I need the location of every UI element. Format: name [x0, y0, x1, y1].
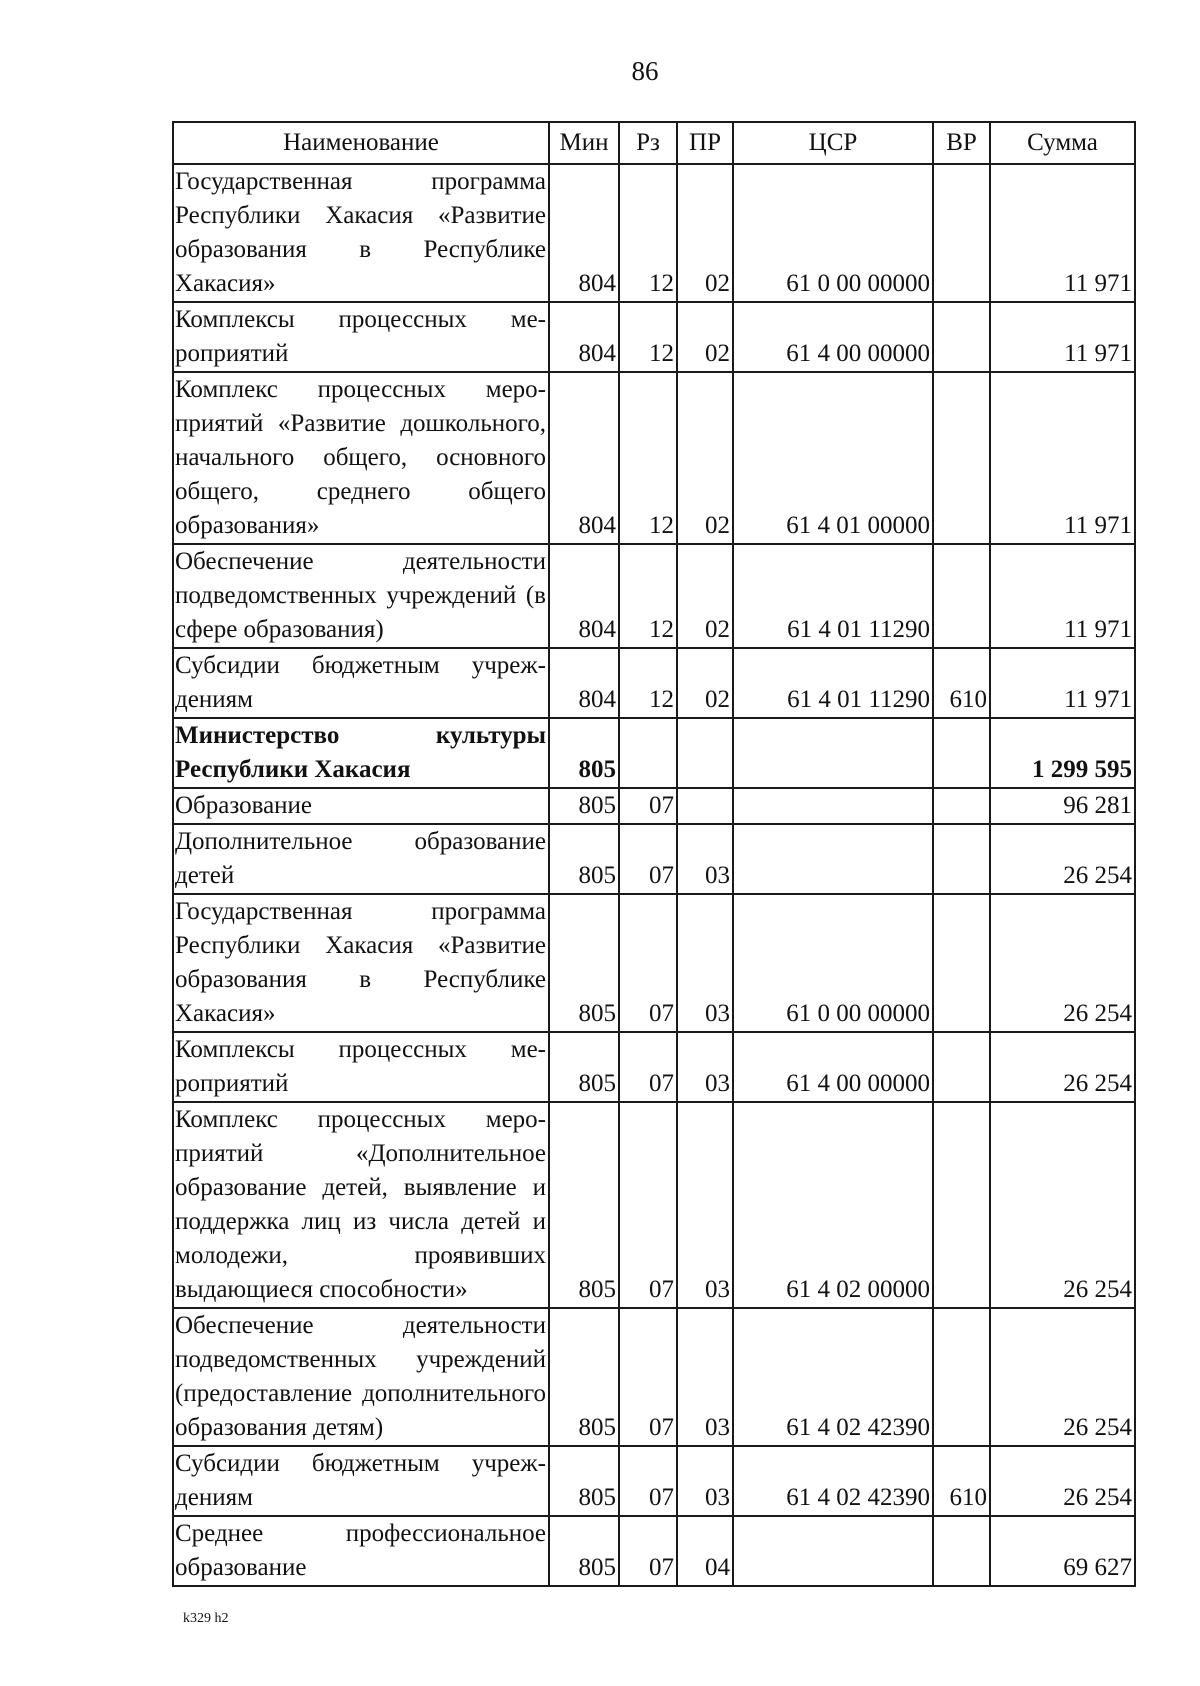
cell-rz: 07: [619, 1032, 677, 1102]
table-row: [173, 824, 1135, 894]
cell-csr: 61 0 00 00000: [733, 164, 933, 302]
cell-name: Комплекс процессных мероприятий «Развитие дошкольного, начального общего, основного общего, среднего общего образования»: [173, 372, 549, 544]
cell-vr: [933, 1102, 990, 1308]
cell-min: 805: [549, 1516, 619, 1586]
cell-name: Комплекс процессных мероприятий «Дополнительное образование детей, выявление и поддержка лиц из числа детей и молодежи, проявивших выдающиеся способности»: [173, 1102, 549, 1308]
cell-vr: 610: [933, 648, 990, 718]
cell-sum: 26 254: [990, 894, 1135, 1032]
cell-sum: 11 971: [990, 648, 1135, 718]
table-row: [173, 544, 1135, 648]
cell-rz: 07: [619, 1446, 677, 1516]
cell-pr: 03: [677, 894, 733, 1032]
cell-pr: [677, 788, 733, 824]
cell-min: 804: [549, 372, 619, 544]
cell-min: 805: [549, 718, 619, 788]
cell-csr: [733, 1516, 933, 1586]
cell-vr: [933, 1308, 990, 1446]
cell-min: 805: [549, 824, 619, 894]
cell-csr: 61 4 01 11290: [733, 544, 933, 648]
header-rz: Рз: [619, 122, 677, 164]
cell-vr: 610: [933, 1446, 990, 1516]
table-row: [173, 718, 1135, 788]
cell-csr: [733, 788, 933, 824]
cell-min: 804: [549, 164, 619, 302]
table-row: [173, 372, 1135, 544]
cell-sum: 26 254: [990, 1102, 1135, 1308]
cell-pr: 02: [677, 372, 733, 544]
cell-rz: 12: [619, 544, 677, 648]
cell-name: Субсидии бюджетным учреждениям: [173, 1446, 549, 1516]
cell-csr: 61 4 01 11290: [733, 648, 933, 718]
cell-rz: 07: [619, 1308, 677, 1446]
cell-sum: 26 254: [990, 1032, 1135, 1102]
table-row: [173, 788, 1135, 824]
cell-sum: 11 971: [990, 164, 1135, 302]
cell-pr: 03: [677, 1032, 733, 1102]
header-csr: ЦСР: [733, 122, 933, 164]
table-row: [173, 648, 1135, 718]
cell-vr: [933, 824, 990, 894]
budget-table: [172, 121, 1136, 1587]
footer-code: k329 h2: [183, 1611, 229, 1626]
cell-csr: [733, 824, 933, 894]
cell-min: 805: [549, 1102, 619, 1308]
cell-rz: 07: [619, 788, 677, 824]
cell-pr: 03: [677, 1102, 733, 1308]
table-row: [173, 1032, 1135, 1102]
cell-csr: [733, 718, 933, 788]
cell-sum: 11 971: [990, 544, 1135, 648]
cell-vr: [933, 1516, 990, 1586]
table-row: [173, 894, 1135, 1032]
cell-min: 804: [549, 648, 619, 718]
header-min: Мин: [549, 122, 619, 164]
cell-min: 805: [549, 788, 619, 824]
cell-vr: [933, 894, 990, 1032]
cell-pr: 03: [677, 824, 733, 894]
cell-rz: 07: [619, 894, 677, 1032]
cell-csr: 61 4 01 00000: [733, 372, 933, 544]
cell-pr: 02: [677, 544, 733, 648]
cell-name: Образование: [173, 788, 549, 824]
cell-pr: 03: [677, 1308, 733, 1446]
cell-vr: [933, 544, 990, 648]
cell-vr: [933, 302, 990, 372]
table-row: [173, 1102, 1135, 1308]
cell-name: Государственная программа Республики Хакасия «Развитие образования в Республике Хакасия»: [173, 894, 549, 1032]
cell-rz: 12: [619, 302, 677, 372]
cell-pr: 03: [677, 1446, 733, 1516]
header-vr: ВР: [933, 122, 990, 164]
cell-sum: 69 627: [990, 1516, 1135, 1586]
cell-pr: 02: [677, 648, 733, 718]
cell-sum: 11 971: [990, 302, 1135, 372]
cell-csr: 61 4 00 00000: [733, 302, 933, 372]
cell-name: Комплексы процессных мероприятий: [173, 1032, 549, 1102]
table-body: [173, 164, 1135, 1586]
cell-name: Обеспечение деятельности подведомственных учреждений (предоставление дополнительного образования детям): [173, 1308, 549, 1446]
cell-rz: 12: [619, 648, 677, 718]
cell-pr: 02: [677, 302, 733, 372]
cell-pr: 04: [677, 1516, 733, 1586]
table-row: [173, 1516, 1135, 1586]
cell-csr: 61 4 02 42390: [733, 1446, 933, 1516]
header-name: Наименование: [173, 122, 549, 164]
cell-min: 804: [549, 544, 619, 648]
table-row: [173, 1446, 1135, 1516]
cell-sum: 26 254: [990, 1308, 1135, 1446]
cell-min: 805: [549, 894, 619, 1032]
cell-vr: [933, 718, 990, 788]
cell-pr: [677, 718, 733, 788]
cell-rz: 12: [619, 164, 677, 302]
table-header-row: [173, 122, 1135, 164]
cell-sum: 1 299 595: [990, 718, 1135, 788]
cell-vr: [933, 164, 990, 302]
table-row: [173, 302, 1135, 372]
cell-name: Государственная программа Республики Хакасия «Развитие образования в Республике Хакасия»: [173, 164, 549, 302]
header-pr: ПР: [677, 122, 733, 164]
cell-name: Среднее профессиональное образование: [173, 1516, 549, 1586]
cell-min: 805: [549, 1446, 619, 1516]
cell-sum: 96 281: [990, 788, 1135, 824]
cell-rz: [619, 718, 677, 788]
cell-sum: 11 971: [990, 372, 1135, 544]
cell-rz: 07: [619, 1102, 677, 1308]
table-row: [173, 164, 1135, 302]
header-sum: Сумма: [990, 122, 1135, 164]
cell-rz: 12: [619, 372, 677, 544]
cell-sum: 26 254: [990, 824, 1135, 894]
cell-name: Комплексы процессных мероприятий: [173, 302, 549, 372]
cell-name: Субсидии бюджетным учреждениям: [173, 648, 549, 718]
cell-name: Министерство культуры Республики Хакасия: [173, 718, 549, 788]
cell-name: Дополнительное образование детей: [173, 824, 549, 894]
cell-min: 804: [549, 302, 619, 372]
cell-csr: 61 4 02 42390: [733, 1308, 933, 1446]
cell-vr: [933, 1032, 990, 1102]
cell-csr: 61 4 02 00000: [733, 1102, 933, 1308]
table-row: [173, 1308, 1135, 1446]
page-number: 86: [631, 56, 659, 86]
cell-sum: 26 254: [990, 1446, 1135, 1516]
cell-rz: 07: [619, 824, 677, 894]
cell-min: 805: [549, 1032, 619, 1102]
cell-csr: 61 0 00 00000: [733, 894, 933, 1032]
cell-vr: [933, 788, 990, 824]
cell-pr: 02: [677, 164, 733, 302]
cell-csr: 61 4 00 00000: [733, 1032, 933, 1102]
cell-vr: [933, 372, 990, 544]
cell-min: 805: [549, 1308, 619, 1446]
cell-rz: 07: [619, 1516, 677, 1586]
cell-name: Обеспечение деятельности подведомственных учреждений (в сфере образования): [173, 544, 549, 648]
